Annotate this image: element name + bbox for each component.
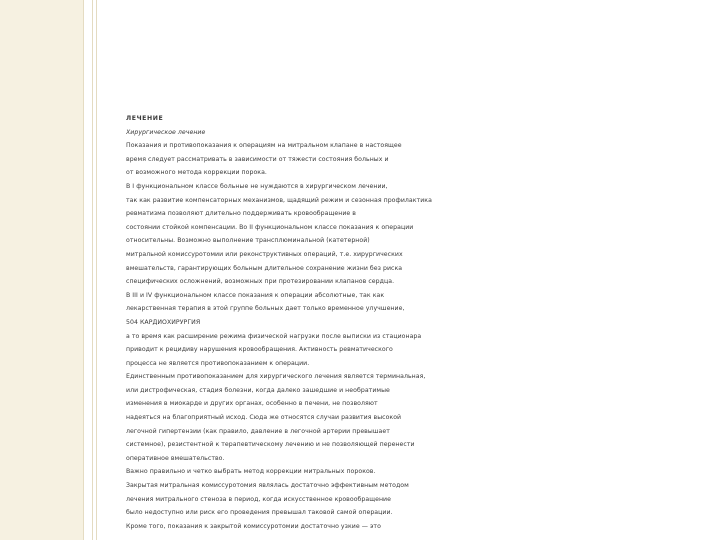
- text-line: время следует рассматривать в зависимости от тяжести состояния больных и: [126, 155, 389, 163]
- text-line: Единственным противопоказанием для хирургического лечения является терминальная,: [126, 373, 426, 381]
- text-line: относительны. Возможно выполнение трансплюминальной (катетерной): [126, 237, 370, 245]
- text-line: состоянии стойкой компенсации. Во II функциональном классе показания к операции: [126, 223, 414, 231]
- decorative-vertical-line: [92, 0, 93, 540]
- text-line: В III и IV функциональном классе показания к операции абсолютные, так как: [126, 291, 385, 299]
- text-line: изменения в миокарде и других органах, особенно в печени, не позволяют: [126, 400, 378, 408]
- text-line: легочной гипертензии (как правило, давление в легочной артерии превышает: [126, 427, 390, 435]
- text-line: лекарственная терапия в этой группе больных дает только временное улучшение,: [126, 305, 405, 313]
- document-body: [126, 112, 456, 533]
- text-line: вмешательств, гарантирующих больным длительное сохранение жизни без риска: [126, 264, 403, 272]
- text-line: Кроме того, показания к закрытой комиссуротомии достаточно узкие — это: [126, 522, 381, 530]
- text-line: а то время как расширение режима физической нагрузки после выписки из стационара: [126, 332, 422, 340]
- page-header-line: 504 КАРДИОХИРУРГИЯ: [126, 318, 201, 326]
- text-line: Важно правильно и четко выбрать метод коррекции митральных пороков.: [126, 468, 376, 476]
- decorative-vertical-line: [96, 0, 97, 540]
- text-line: процесса не является противопоказанием к операции.: [126, 359, 310, 367]
- decorative-side-panel: [0, 0, 83, 540]
- text-line: Закрытая митральная комиссуротомия являлась достаточно эффективным методом: [126, 482, 409, 490]
- text-line: Показания и противопоказания к операциям на митральном клапане в настоящее: [126, 142, 402, 150]
- text-line: так как развитие компенсаторных механизмов, щадящий режим и сезонная профилактика: [126, 196, 432, 204]
- text-line: митральной комиссуротомии или реконструктивных операций, т.е. хирургических: [126, 250, 403, 258]
- text-line: приводит к рецидиву нарушения кровообращения. Активность ревматического: [126, 346, 393, 354]
- side-panel-edge: [83, 0, 84, 540]
- text-line: специфических осложнений, возможных при протезировании клапанов сердца.: [126, 278, 395, 286]
- text-line: надеяться на благоприятный исход. Сюда же относятся случаи развития высокой: [126, 414, 402, 422]
- text-line: было недоступно или риск его проведения превышал таковой самой операции.: [126, 509, 393, 517]
- text-line: от возможного метода коррекции порока.: [126, 169, 267, 177]
- text-line: лечения митрального стеноза в период, когда искусственное кровообращение: [126, 495, 391, 503]
- text-line: В I функциональном классе больные не нуждаются в хирургическом лечении,: [126, 182, 388, 190]
- text-line: ревматизма позволяют длительно поддерживать кровообращение в: [126, 210, 356, 218]
- subsection-heading: Хирургическое лечение: [126, 128, 206, 136]
- section-heading: ЛЕЧЕНИЕ: [126, 115, 164, 122]
- text-line: оперативное вмешательство.: [126, 454, 225, 462]
- text-line: или дистрофическая, стадия болезни, когда далеко зашедшие и необратимые: [126, 386, 390, 394]
- text-line: системное), резистентной к терапевтическому лечению и не позволяющей перенести: [126, 441, 415, 449]
